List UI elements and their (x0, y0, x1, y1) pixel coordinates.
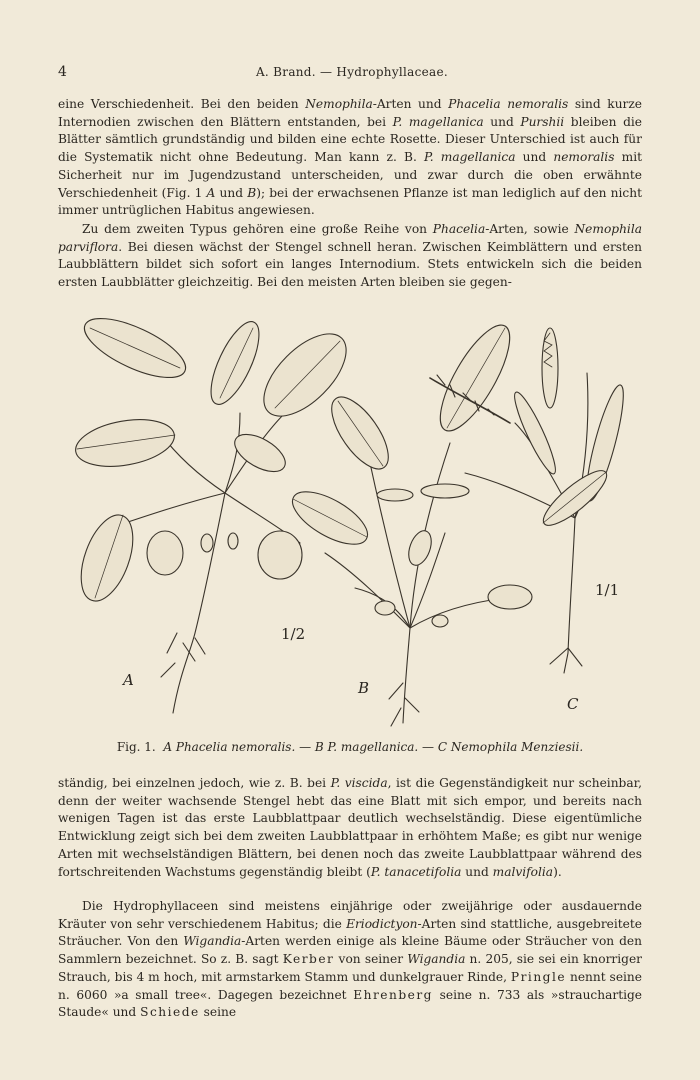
scale-label-c: 1/1 (595, 581, 620, 599)
italic-run: Wigandia (183, 934, 242, 949)
text-run: seine n. 733 als »strauchartige Staude« und (58, 987, 643, 1020)
italic-run: Purshii (520, 114, 565, 129)
text-run: . Bei diesen wächst der Stengel schnell heran. Zwischen Keimblättern und ersten Laubblättern bildet sich sofort ein langes Internodium. Stets entwickeln sich die beiden ersten Laubblätter gleichzeitig. Bei den meisten Arten bleiben sie gegen- (58, 239, 642, 290)
italic-run: Phacelia nemoralis (448, 97, 569, 111)
spaced-name: Schiede (140, 1005, 200, 1020)
italic-run: P. magellanica (424, 150, 516, 165)
figure-label-a: A (123, 671, 134, 689)
text-run: und (215, 185, 248, 200)
spaced-name: Ehrenberg (353, 987, 433, 1002)
caption-part-b: B P. magellanica. (314, 740, 419, 754)
italic-run: Nemophila (305, 97, 373, 111)
text-run: mit Sicherheit nur im Jugendzustand unterscheiden, und zwar durch die oben erwähnte Verschiedenheit (Fig. 1 (58, 150, 642, 200)
text-run: ständig, bei einzelnen jedoch, wie z. B. bei (58, 776, 331, 790)
italic-run: P. tanacetifolia (370, 864, 462, 879)
text-run: ). (553, 864, 562, 879)
paragraph-2 (58, 221, 642, 292)
italic-run: Phacelia (432, 222, 486, 236)
caption-separator: — (418, 740, 438, 754)
caption-separator: — (295, 740, 315, 754)
text-run: , ist die Gegenständigkeit nur scheinbar, denn der weiter wachsende Stengel hebt das eine Blatt mit sich empor, und bereits nach wenigen Tagen ist das erste Laubblattpaar deutlich wechselständig. Diese eigentümliche Entwicklung zeigt sich bei dem zweiten Laubblattpaar in erhöhtem Maße; es gibt nur wenige Arten mit wechselständigen Blättern, bei denen noch das zweite Laubblattpaar während des fortschreitenden Wachstums gegenständig bleibt ( (58, 776, 642, 879)
caption-part-a: A Phacelia nemoralis. (163, 740, 296, 754)
italic-run: Nemophila parviflora (58, 222, 642, 254)
italic-run: Eriodictyon (346, 916, 418, 931)
spaced-name: Kerber (282, 952, 335, 967)
scale-label-ab: 1/2 (281, 625, 306, 643)
text-run: bleiben die Blätter sämtlich grundständig und bilden eine echte Rosette. Dieser Unterschied ist auch für die Systematik nicht ohne Bedeutung. Man kann z. B. (58, 114, 643, 165)
text-run: seine (199, 1005, 237, 1020)
paragraph-3 (58, 775, 642, 881)
botanical-drawing (65, 303, 645, 743)
italic-run: B (247, 185, 257, 200)
page-header (58, 64, 646, 84)
paragraph-4 (58, 898, 642, 1022)
italic-run: nemoralis (553, 150, 615, 165)
italic-run: P. magellanica (392, 114, 484, 129)
text-run: -Arten, sowie (485, 222, 575, 236)
spaced-name: Pringle (510, 969, 567, 984)
figure-label-c: C (567, 695, 579, 713)
text-run: nennt seine n. 6060 »a small tree«. Dagegen bezeichnet (58, 969, 642, 1002)
paragraph-1 (58, 96, 642, 220)
text-run: -Arten werden einige als kleine Bäume oder Sträucher von den Sammlern bezeichnet. So z. B. sagt (58, 934, 642, 967)
figure-label-b: B (358, 679, 370, 697)
text-run: -Arten und (372, 97, 449, 111)
caption-part-c: C Nemophila Menziesii. (437, 740, 584, 754)
italic-run: malvifolia (492, 864, 554, 879)
text-run: und (515, 150, 554, 165)
running-title: A. Brand. — Hydrophyllaceae. (255, 65, 449, 79)
text-run: eine Verschiedenheit. Bei den beiden (58, 97, 306, 111)
figure-caption (58, 740, 642, 754)
text-run: Zu dem zweiten Typus gehören eine große Reihe von (82, 222, 433, 236)
text-run: und (461, 864, 493, 879)
italic-run: P. viscida (330, 776, 388, 790)
italic-run: Wigandia (407, 952, 466, 967)
text-run: Die Hydrophyllaceen sind meistens einjährige oder zweijährige oder ausdauernde Kräuter von sehr verschiedenem Habitus; die (58, 899, 642, 931)
page-number: 4 (58, 64, 67, 80)
italic-run: A (206, 185, 216, 200)
text-run: sind kurze Internodien zwischen den Blättern entstanden, bei (58, 97, 643, 129)
caption-figure-number: Fig. 1. (116, 740, 156, 754)
figure-1-illustration (65, 303, 645, 743)
text-run: -Arten sind stattliche, ausgebreitete Sträucher. Von den (58, 916, 642, 949)
text-run: ); bei der erwachsenen Pflanze ist man lediglich auf den nicht immer untrüglichen Habitus angewiesen. (58, 185, 643, 218)
text-run: n. 205, sie sei ein knorriger Strauch, bis 4 m hoch, mit armstarkem Stamm und dunkelgrauer Rinde, (58, 952, 642, 984)
text-run: von seiner (334, 952, 408, 967)
text-run: und (483, 114, 521, 129)
